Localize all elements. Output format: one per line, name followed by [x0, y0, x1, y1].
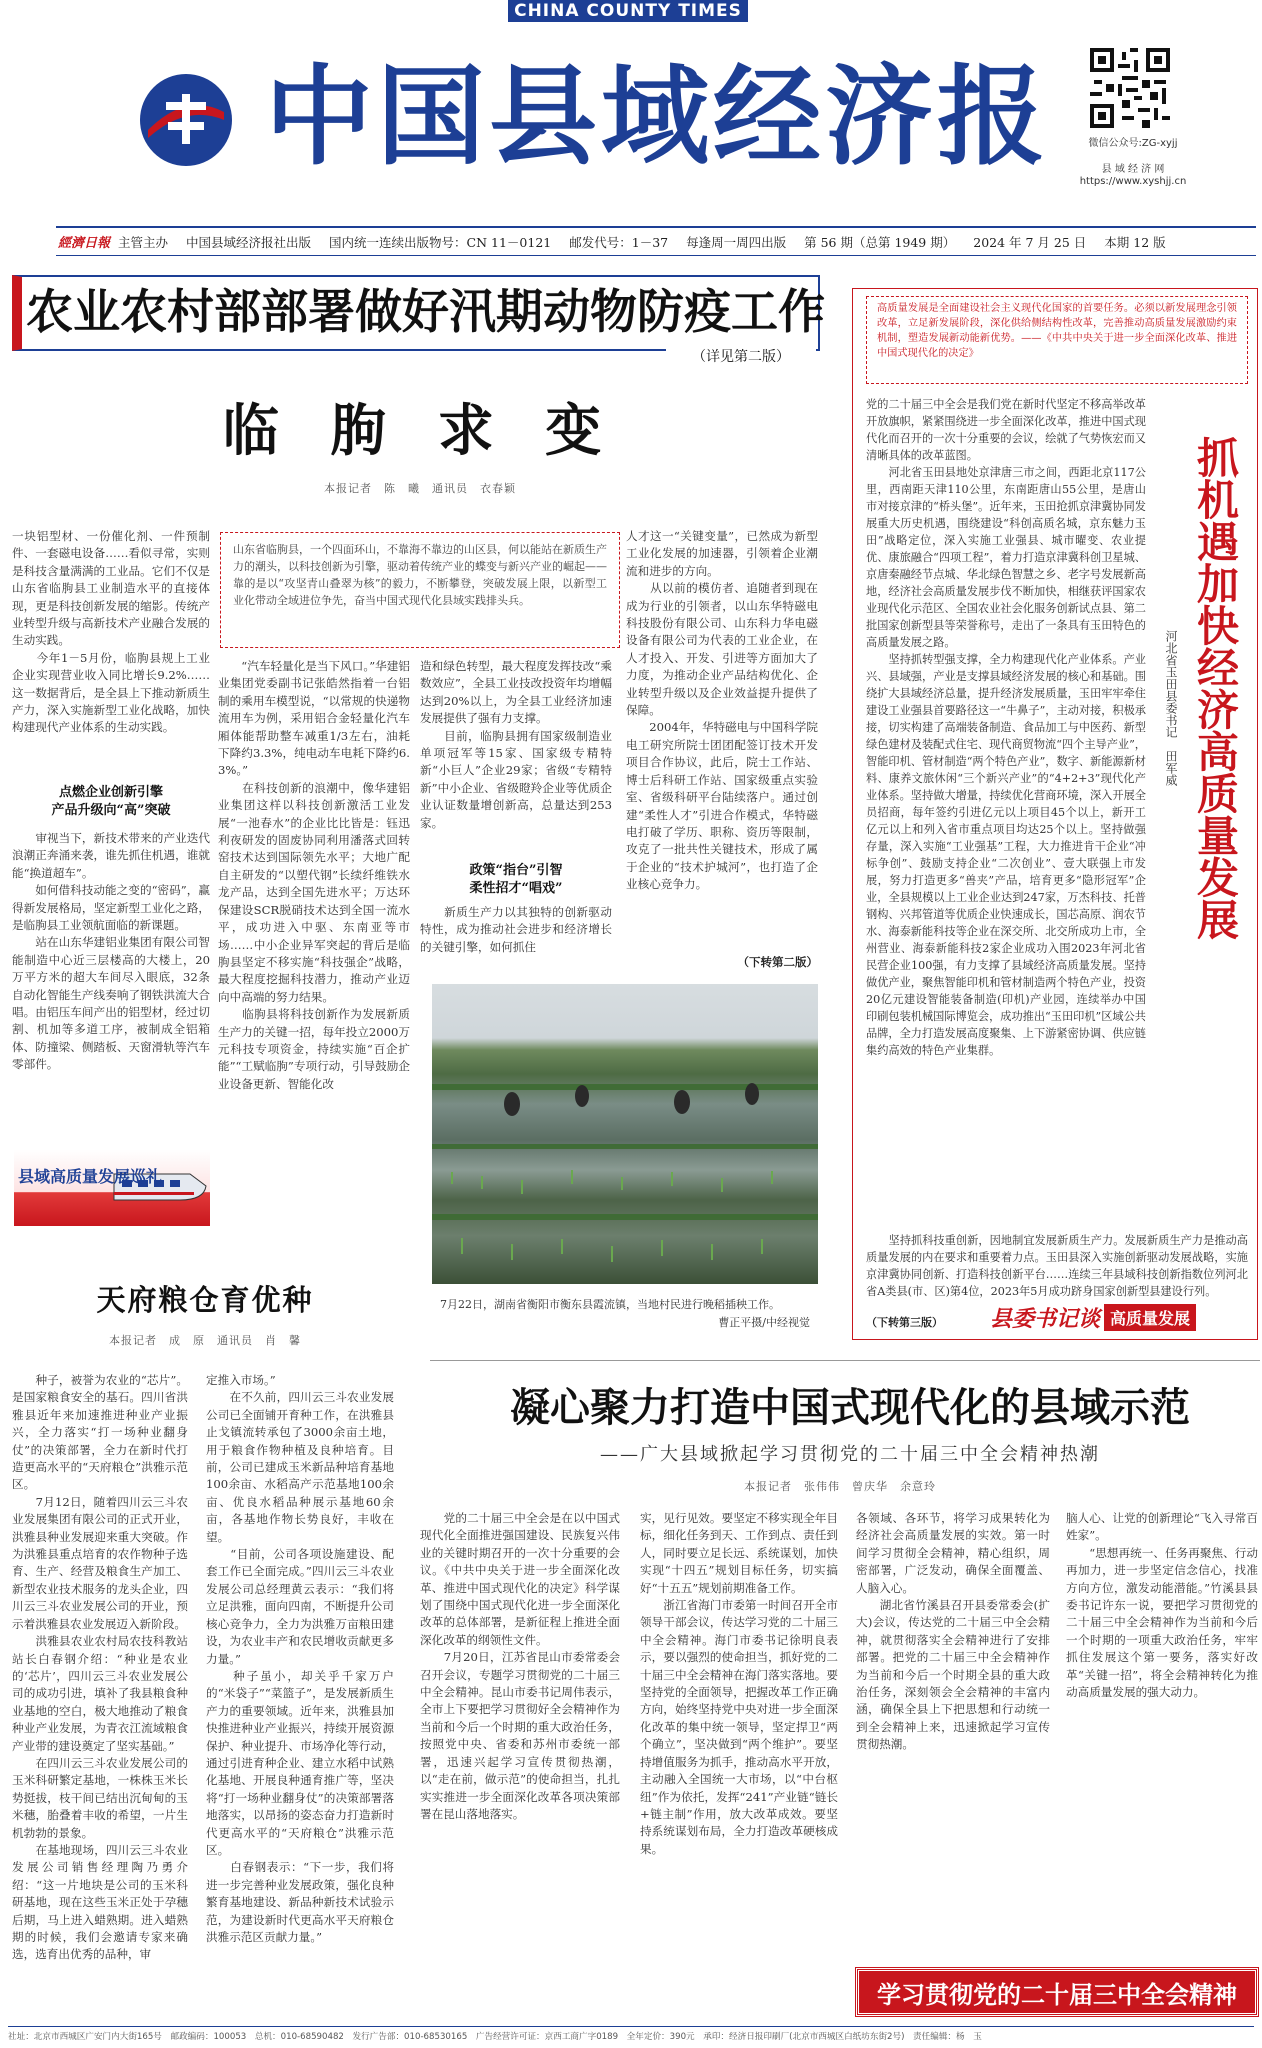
right-quote-box: 高质量发展是全面建设社会主义现代化国家的首要任务。必须以新发展理念引领改革，立足新发展阶段，深化供给侧结构性改革，完善推动高质量发展激励约束机制，塑造发展新动能新优势。——《中共中央关于进一步全面深化改革、推进中国式现代化的决定》 — [866, 296, 1248, 384]
lead-summary-box: 山东省临朐县，一个四面环山，不靠海不靠边的山区县，何以能站在新质生产力的潮头，以科技创新为引擎，驱动着传统产业的蝶变与新兴产业的崛起——靠的是以“攻坚青山叠翠为核”的毅力，不断攀登，突破发展上限，以新型工业化带动全域进位争先，奋当中国式现代化县域实践排头兵。 — [220, 532, 620, 648]
tianfu-col2-text: 定推入市场。” 在不久前，四川云三斗农业发展公司已全面铺开育种工作，在洪雅县止戈镇流转承包了3000余亩土地，用于粮食作物种植及良种培育。目前，公司已建成玉米新品种培育基地100余亩、水稻高产示范基地100余亩、优良水稻品种展示基地60余亩，各基地作物长势良好，丰收在望。 “目前，公司各项设施建设、配套工作已全面完成。”四川云三斗农业发展公司总经理黄云表示：“我们将立足洪雅，面向四南，不断提升公司核心竞争力，全力为洪雅万亩粮田建设，为农业丰产和农民增收贡献更多力量。” 种子虽小，却关乎千家万户的“米袋子”“菜篮子”，是发展新质生产力的重要领域。近年来，洪雅县加快推进种业产业振兴，持续开展资源保护、种业提升、市场净化等行动，通过引进育种企业、建立水稻中试熟化基地、开展良种通育推广等，坚决将“打一场种业翻身仗”的决策部署落地落实，以昂扬的姿态奋力打造新时代更高水平的“天府粮仓”洪雅示范区。 白春钢表示：“下一步，我们将进一步完善种业发展政策，强化良种繁育基地建设、新品种新技术试验示范，为建设新时代更高水平天府粮仓洪雅示范区贡献力量。” — [206, 1373, 394, 1944]
tianfu-title[interactable]: 天府粮仓育优种 — [96, 1283, 314, 1317]
right-text-full: 坚持抓科技重创新，因地制宜发展新质生产力。发展新质生产力是推动高质量发展的内在要求和重要着力点。玉田县深入实施创新驱动发展战略，实施京津冀协同创新、打造科技创新平台……连续三年县域科技创新指数位列河北省A类县(市、区)第4位，2023年5月成功跻身国家创新型县建设行列。 — [866, 1234, 1248, 1298]
headline-title[interactable]: 农业农村部部署做好汛期动物防疫工作 — [26, 285, 825, 340]
cn-number: 国内统一连续出版物号：CN 11－0121 — [329, 234, 552, 250]
lead-col3-subhead: 政策“指台”引智 柔性招才“唱戏” — [469, 863, 563, 896]
masthead-title: 中国县域经济报 — [265, 54, 1050, 180]
lead-col3-text-b: 新质生产力以其独特的创新驱动特性，成为推动社会进步和经济增长的关键引擎，如何抓住 — [420, 905, 612, 954]
bottom-col4-text: 脑人心、让党的创新理论“飞入寻常百姓家”。 “思想再统一、任务再聚焦、行动再加力，进一步坚定信念信心，找准方向方位，激发动能潜能。”竹溪县县委书记许东一说，要把学习贯彻党的二十届三中全会精神作为当前和今后一个时期的一项重大政治任务，牢牢抓住发展这个第一要务，落实好改革“关键一招”，将全会精神转化为推动高质量发展的强大动力。 — [1066, 1511, 1258, 1700]
secretary-badge-b: 高质量发展 — [1104, 1304, 1196, 1331]
issue-number: 第 56 期（总第 1949 期） — [804, 234, 956, 250]
right-text-col: 党的二十届三中全会是我们党在新时代坚定不移高举改革开放旗帜，紧紧围绕进一步全面深化改革，推进中国式现代化而召开的一次十分重要的会议，绘就了气势恢宏而又清晰具体的改革蓝图。 河北省玉田县地处京津唐三市之间，西距北京117公里，西南距天津110公里，东南距唐山55公里，是唐山市对接京津的“桥头堡”。近年来，玉田抢抓京津冀协同发展重大历史机遇，围绕建设“科创高质名城，京东魅力玉田”战略定位，深入实施工业强县、城市曜变、农业提优、康旅融合“四项工程”，着力打造京津冀科创卫星城、京唐秦融经节点城、华北绿色智慧之乡、老字号发展新高地，经济社会高质量发展步伐不断加快，相继获评国家农业现代化示范区、全国农业社会化服务创新试点县、第二批国家创新型县等荣誉称号，走出了一条具有玉田特色的高质量发展之路。 坚持抓转型强支撑，全力构建现代化产业体系。产业兴、县域强，产业是支撑县域经济发展的核心和基础。围绕扩大县域经济总量，提升经济发展质量，玉田牢牢牵住建设工业强县首要路径这一“牛鼻子”，主动对接，积极承接，切实构建了高端装备制造、食品加工与中医药、新型绿色建材及装配式住宅、现代商贸物流“四个主导产业”，智能印机、管材制造“两个特色产业”，数字、新能源新材料、康养文旅休闲“三个新兴产业”的“4+2+3”现代化产业体系。坚持做大增量，持续优化营商环境，深入开展全员招商，每年签约引进亿元以上项目45个以上，新开工亿元以上和列入省市重点项目均达25个以上。坚持做强存量，深入实施“工业强基”工程，大力推进肯干企业“冲标争创”、鼓励支持企业“二次创业”、壹大联强上市发展，努力打造更多“兽夹”产品，培育更多“隐形冠军”企业，全县规模以上工业企业达到247家，万杰科技、托普钢构、兴邦管道等优质企业快速成长，国芯高原、润农节水、海泰新能科技等企业在深交所、北交所成功上市，全州营业、海泰新能科技2家企业成功入围2023年河北省民营企业100强，有力支撑了县域经济高质量发展。坚持做优产业，聚焦智能印机和管材制造两个特色产业，投资20亿元建设智能装备制造(印机)产业园，连续举办中国印刷包装机械国际博览会，成功推出“玉田印机”区域公共品牌，全力打造发展高度聚集、上下游紧密协调、供应链集约高效的特色产业集群。 — [866, 398, 1146, 1057]
lead-col1-text-b: 审视当下，新技术带来的产业迭代浪潮正奔涌来袭，谁先抓住机遇，谁就能“换道超车”。 如何借科技动能之变的“密码”，赢得新发展格局，坚定新型工业化之路，是临朐县工业领航面临的新课题。 站在山东华建铝业集团有限公司智能制造中心近三层楼高的大楼上，20万平方米的超大车间尽入眼底，32条自动化智能生产线奏响了钢铁洪流大合唱。由铝压车间产出的铝型材，经过切割、机加等多道工序，被制成全铝箱体、防撞梁、侧踏板、天窗滑轨等汽车零部件。 — [12, 831, 210, 1072]
issue-date: 2024 年 7 月 25 日 — [973, 234, 1087, 250]
bottom-byline: 本报记者 张伟伟 曾庆华 余意玲 — [744, 1480, 936, 1493]
sponsor: 主管主办 — [118, 234, 169, 250]
page-count: 本期 12 版 — [1104, 234, 1166, 250]
photo-caption: 7月22日，湖南省衡阳市衡东县霞流镇，当地村民进行晚稻插秧工作。 曹正平摄/中经视觉 — [440, 1296, 810, 1332]
right-title[interactable]: 抓机遇加快经济高质量发展 — [1191, 436, 1240, 940]
bottom-title[interactable]: 凝心聚力打造中国式现代化的县域示范 — [510, 1384, 1190, 1431]
site-name: 县 域 经 济 网 — [1101, 164, 1165, 175]
economic-daily-logo: 經濟日報 — [58, 236, 111, 251]
bottom-col2-text: 实，见行见效。要坚定不移实现全年目标，细化任务到天、工作到点、责任到人，同时要立足长远、系统谋划，加快实现“十四五”规划目标任务，切实搞好“十五五”规划前期准备工作。 浙江省海门市委第一时间召开全市领导干部会议，传达学习党的二十届三中全会精神。海门市委书记徐明良表示，要以强烈的使命担当，抓好党的二十届三中全会精神在海门落实落地。要坚持党的全面领导，把握改革工作正确方向，始终坚持党中央对进一步全面深化改革的集中统一领导，坚定捍卫“两个确立”，坚决做到“两个维护”。要坚持增值服务为抓手，推动高水平开放，主动融入全国统一大市场，以“中台枢纽”作为依托，发挥“241”产业链“链长+链主制”作用，放大改革成效。要坚持系统谋划布局，全力打造改革硬核成果。 — [640, 1511, 838, 1856]
tianfu-col1-text: 种子，被誉为农业的“芯片”。是国家粮食安全的基石。四川省洪雅县近年来加速推进种业产业振兴，全力落实“打一场种业翻身仗”的决策部署，全力在新时代打造更高水平的“天府粮仓”洪雅示范区。 7月12日，随着四川云三斗农业发展集团有限公司的正式开业，洪雅县种业发展迎来重大突破。作为洪雅县重点培育的农作物种子选育、生产、经营及粮食生产加工、新型农业技术服务的龙头企业，四川云三斗农业发展公司的开业，预示着洪雅县农业发展迈入新阶段。 洪雅县农业农村局农技科教站站长白春钢介绍：“种业是农业的‘芯片’，四川云三斗农业发展公司的成功引进，填补了我县粮食种业基地的空白，极大地推动了粮食种业产业发展，为青衣江流域粮食产业带的建设奠定了坚实基础。” 在四川云三斗农业发展公司的玉米科研繁定基地，一株株玉米长势挺拔，枝干间已结出沉甸甸的玉米穗，胎叠着丰收的希望，一片生机勃勃的景象。 在基地现场，四川云三斗农业发展公司销售经理陶乃勇介绍：“这一片地块是公司的玉米科研基地，现在这些玉米正处于孕穗后期，马上进入蜡熟期。进入蜡熟期的时候，我们会邀请专家来确选，选育出优秀的品种，审 — [12, 1373, 188, 1962]
lead-col4-text: 人才这一“关键变量”，已然成为新型工业化发展的加速器，引领着企业潮流和进步的方向。 从以前的模仿者、追随者到现在成为行业的引领者，以山东华特磁电科技股份有限公司、山东科力华电磁设备有限公司为代表的工业企业，在人才投入、开发、引进等方面加大了力度，为推动企业产品结构优化、企业转型升级以及企业效益提升提供了保障。 2004年，华特磁电与中国科学院电工研究所院士团团配签订技术开发项目合作协议，此后，院士工作站、博士后科研工作站、国家级重点实验室、省级科研平台陆续落户。通过创建“柔性人才”引进合作模式，华特磁电打破了学历、职称、资历等限制，攻克了一批共性关键技术，形成了属于企业的“技术护城河”，也打造了企业核心竞争力。 — [626, 529, 818, 892]
headline-ref[interactable]: （详见第二版） — [666, 346, 816, 366]
right-continued[interactable]: （下转第三版） — [866, 1316, 943, 1329]
secretary-badge-a: 县委书记谈 — [990, 1305, 1101, 1332]
photo-credit: 曹正平摄/中经视觉 — [718, 1316, 810, 1329]
frequency: 每逢周一周四出版 — [686, 234, 787, 250]
study-banner[interactable] — [856, 1968, 1258, 2016]
tour-banner[interactable] — [14, 1150, 210, 1226]
info-bar — [56, 226, 1256, 256]
bottom-col3-text: 各领域、各环节，将学习成果转化为经济社会高质量发展的实效。第一时间学习贯彻全会精神，精心组织，周密部署，广泛发动，确保全面覆盖、人脑入心。 湖北省竹溪县召开县委常委会(扩大)会议，传达党的二十届三中全会精神，就贯彻落实全会精神进行了安排部署。把党的二十届三中全会精神作为当前和今后一个时期全县的重大政治任务，深刻领会全会精神的丰富内涵，确保全县上下把思想和行动统一到全会精神上来，迅速掀起学习宣传贯彻热潮。 — [856, 1511, 1050, 1752]
lead-title[interactable]: 临 朐 求 变 — [222, 398, 618, 464]
lead-col1-text: 一块铝型材、一份催化剂、一件预制件、一套磁电设备……看似寻常，实则是科技含量满满的工业品。它们不仅是山东省临朐县工业制造水平的直接体现，更是科技创新发展的缩影。传统产业转型升级与高新技术产业融合发展的生动实践。 今年1－5月份，临朐县规上工业企业实现营业收入同比增长9.2%……这一数据背后，是全县上下推动新质生产力，深入实施新型工业化战略，加快构建现代产业体系的生动实践。 — [12, 529, 210, 735]
lead-byline: 本报记者 陈 曦 通讯员 衣春颖 — [324, 482, 516, 495]
tour-banner-text: 县域高质量发展巡礼 — [18, 1167, 163, 1186]
study-banner-text: 学习贯彻党的二十届三中全会精神 — [877, 1979, 1237, 2009]
lead-col3-text: 造和绿色转型，最大程度发挥技改“乘数效应”，全县工业技改投资年均增幅达到20%以上，为全县工业经济加速发展提供了强有力支撑。 目前，临朐县拥有国家级制造业单项冠军等15家、国家级专精特新“小巨人”企业29家；省级“专精特新”中小企业、省级瞪羚企业等优质企业认证数量增创新高，总量达到253家。 — [420, 659, 612, 830]
site-url[interactable]: https://www.xyshjj.cn — [1079, 176, 1187, 187]
footer: 社址：北京市西城区广安门内大街165号 邮政编码：100053 总机：010-68590482 发行广告部：010-68530165 广告经营许可证：京西工商广字0189 全年定价：390元 承印：经济日报印刷厂(北京市西城区白纸坊东街2号) 责任编辑：杨 玉 — [8, 2026, 1254, 2046]
newspaper-logo-icon — [138, 72, 234, 168]
tianfu-byline: 本报记者 成 原 通讯员 肖 馨 — [109, 1334, 301, 1347]
bottom-col1-text: 党的二十届三中全会是在以中国式现代化全面推进强国建设、民族复兴伟业的关键时期召开的一次十分重要的会议。《中共中央关于进一步全面深化改革、推进中国式现代化的决定》科学谋划了围绕中国式现代化进一步全面深化改革的总体部署，是新征程上推进全面深化改革的纲领性文件。 7月20日，江苏省昆山市委常委会召开会议，专题学习贯彻党的二十届三中全会精神。昆山市委书记周伟表示，全市上下要把学习贯彻好全会精神作为当前和今后一个时期的重大政治任务，按照党中央、省委和苏州市委统一部署，迅速兴起学习宣传贯彻热潮，以“走在前，做示范”的使命担当，扎扎实实推进一步全面深化改革各项决策部署在昆山落地落实。 — [420, 1511, 620, 1821]
english-banner: CHINA COUNTY TIMES — [508, 0, 748, 22]
secretary-badge[interactable] — [990, 1298, 1254, 1336]
wechat-account: 微信公众号:ZG-xyjj — [1088, 138, 1178, 149]
lead-col1-subhead: 点燃企业创新引擎 产品升级向“高”突破 — [51, 785, 171, 818]
postal-code: 邮发代号：1－37 — [569, 234, 669, 250]
lead-col2-text: “汽车轻量化是当下风口。”华建铝业集团党委副书记张皓然指着一台铝制的乘用车模型说，“以常规的快递物流用车为例，采用铝合金轻量化汽车厢体能帮助整车减重1/3左右，油耗下降约3.3%，纯电动车电耗下降约6.3%。” 在科技创新的浪潮中，像华建铝业集团这样以科技创新激活工业发展“一池春水”的企业比比皆是：钰迅利夜研发的固废协同利用潘落式回转窑技术达到国际领先水平；大地广配自主研发的“以塑代钢”长续纤维铁水龙产品，达到全国先进水平；万达环保建设SCR脱硝技术达到全国一流水平，成功进入中驱、东南亚等市场……中小企业异军突起的背后是临朐县坚定不移实施“科技强企”战略，最大程度挖掘科技潜力，推动产业迈向中高端的努力结果。 临朐县将科技创新作为发展新质生产力的关键一招，每年投立2000万元科技专项资金，持续实施“百企扩能”“工赋临朐”专项行动，引导鼓励企业设备更新、智能化改 — [218, 659, 410, 1091]
news-photo[interactable] — [432, 984, 818, 1284]
divider-line — [430, 1360, 1260, 1361]
qr-code-icon — [1090, 48, 1170, 128]
bottom-subtitle: ——广大县域掀起学习贯彻党的二十届三中全会精神热潮 — [600, 1444, 1100, 1465]
right-author: 河北省玉田县委书记 田军威 — [1164, 630, 1178, 786]
publisher: 中国县域经济报社出版 — [186, 234, 312, 250]
lead-continued[interactable]: （下转第二版） — [737, 955, 818, 969]
rice-field-illustration — [432, 984, 818, 1284]
